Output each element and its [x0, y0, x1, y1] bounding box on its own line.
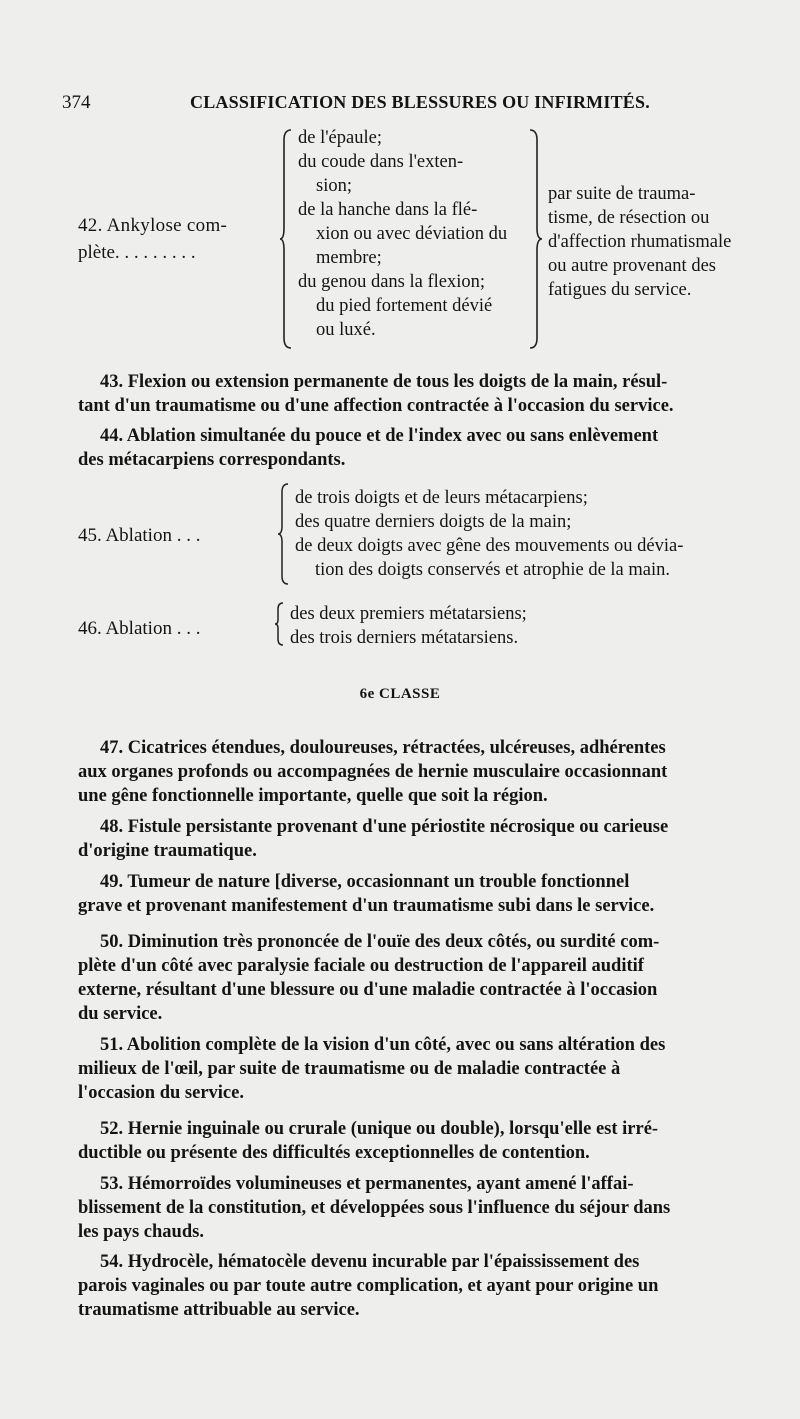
joint-line: membre; [316, 248, 382, 268]
item-43 [78, 370, 753, 418]
text-line: 43. Flexion ou extension permanente de tous les doigts de la main, résul- [100, 372, 668, 392]
text-line: ductible ou présente des difficultés exceptionnelles de contention. [78, 1143, 590, 1163]
text-line: tant d'un traumatisme ou d'une affection contractée à l'occasion du service. [78, 396, 674, 416]
item-49 [78, 870, 753, 918]
text-line: l'occasion du service. [78, 1083, 244, 1103]
text-line: 51. Abolition complète de la vision d'un côté, avec ou sans altération des [100, 1035, 666, 1055]
cause-line: d'affection rhumatismale [548, 232, 732, 252]
item-42-joints-list [298, 126, 538, 342]
text-line: plète d'un côté avec paralysie faciale ou destruction de l'appareil auditif [78, 956, 644, 976]
item-45-label: 45. Ablation . . . [78, 525, 201, 546]
joint-line: sion; [316, 176, 352, 196]
item-42-label-line: plète. . . . . . . . . [78, 242, 196, 263]
item-51 [78, 1033, 753, 1105]
item-42-label [78, 212, 278, 266]
text-line: 50. Diminution très prononcée de l'ouïe des deux côtés, ou surdité com- [100, 932, 660, 952]
joint-line: du genou dans la flexion; [298, 272, 486, 292]
item-48 [78, 815, 753, 863]
cause-line: ou autre provenant des [548, 256, 716, 276]
text-line: traumatisme attribuable au service. [78, 1300, 360, 1320]
item-53 [78, 1172, 753, 1244]
section-heading: 6e CLASSE [359, 686, 441, 702]
option-line: des trois derniers métatarsiens. [290, 628, 519, 648]
text-line: 48. Fistule persistante provenant d'une périostite nécrosique ou carieuse [100, 817, 669, 837]
item-42-label-line: 42. Ankylose com- [78, 215, 228, 236]
item-47 [78, 736, 753, 808]
text-line: du service. [78, 1004, 163, 1024]
text-line: une gêne fonctionnelle importante, quelle que soit la région. [78, 786, 548, 806]
text-line: 53. Hémorroïdes volumineuses et permanentes, ayant amené l'affai- [100, 1174, 634, 1194]
page-header [60, 92, 760, 122]
option-line: tion des doigts conservés et atrophie de la main. [315, 560, 671, 580]
item-50 [78, 930, 753, 1026]
item-44 [78, 424, 753, 472]
joint-line: de la hanche dans la flé- [298, 200, 478, 220]
text-line: 54. Hydrocèle, hématocèle devenu incurable par l'épaississement des [100, 1252, 640, 1272]
cause-line: fatigues du service. [548, 280, 692, 300]
right-brace [528, 128, 544, 350]
item-52 [78, 1117, 753, 1165]
text-line: les pays chauds. [78, 1222, 204, 1242]
running-title: CLASSIFICATION DES BLESSURES OU INFIRMITÉS. [190, 92, 650, 112]
page-number: 374 [62, 92, 91, 113]
text-line: blissement de la constitution, et développées sous l'influence du séjour dans [78, 1198, 671, 1218]
option-line: des deux premiers métatarsiens; [290, 604, 527, 624]
text-line: des métacarpiens correspondants. [78, 450, 346, 470]
cause-line: tisme, de résection ou [548, 208, 710, 228]
joint-line: ou luxé. [316, 320, 376, 340]
item-46-label: 46. Ablation . . . [78, 618, 201, 639]
joint-line: de l'épaule; [298, 128, 382, 148]
text-line: externe, résultant d'une blessure ou d'une maladie contractée à l'occasion [78, 980, 658, 1000]
text-line: grave et provenant manifestement d'un traumatisme subi dans le service. [78, 896, 655, 916]
item-46-options [290, 602, 527, 650]
text-line: 47. Cicatrices étendues, douloureuses, rétractées, ulcéreuses, adhérentes [100, 738, 666, 758]
text-line: 44. Ablation simultanée du pouce et de l'index avec ou sans enlèvement [100, 426, 659, 446]
option-line: de deux doigts avec gêne des mouvements ou dévia- [295, 536, 684, 556]
item-54 [78, 1250, 753, 1322]
text-line: 52. Hernie inguinale ou crurale (unique ou double), lorsqu'elle est irré- [100, 1119, 659, 1139]
joint-line: du coude dans l'exten- [298, 152, 464, 172]
joint-line: du pied fortement dévié [316, 296, 493, 316]
item-45-options [295, 486, 683, 582]
text-line: aux organes profonds ou accompagnées de hernie musculaire occasionnant [78, 762, 668, 782]
text-line: parois vaginales ou par toute autre complication, et ayant pour origine un [78, 1276, 659, 1296]
text-line: 49. Tumeur de nature [diverse, occasionnant un trouble fonctionnel [100, 872, 630, 892]
option-line: de trois doigts et de leurs métacarpiens; [295, 488, 588, 508]
option-line: des quatre derniers doigts de la main; [295, 512, 572, 532]
left-brace [278, 482, 290, 586]
left-brace [280, 128, 294, 350]
text-line: d'origine traumatique. [78, 841, 257, 861]
item-42-cause [548, 182, 763, 302]
joint-line: xion ou avec déviation du [316, 224, 508, 244]
cause-line: par suite de trauma- [548, 184, 696, 204]
text-line: milieux de l'œil, par suite de traumatisme ou de maladie contractée à [78, 1059, 621, 1079]
left-brace [275, 601, 285, 647]
